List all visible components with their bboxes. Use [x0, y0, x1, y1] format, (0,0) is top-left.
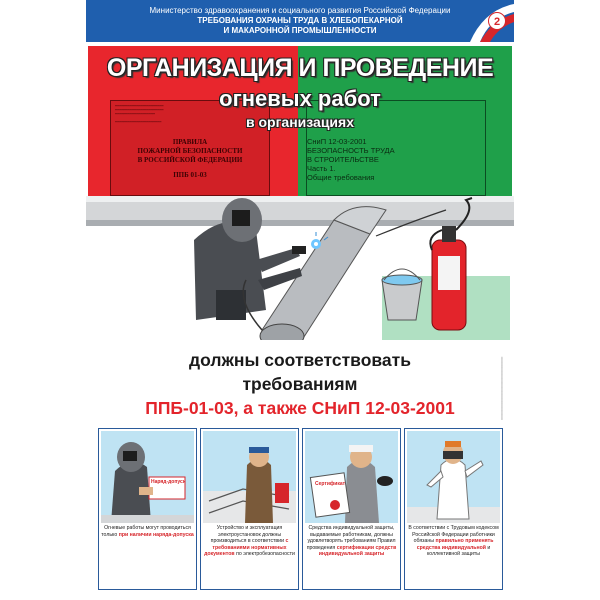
panel-work-permit	[98, 428, 197, 590]
welding-scene-illustration	[86, 180, 514, 340]
work-permit-illustration	[101, 431, 194, 523]
protective-suit-illustration	[407, 431, 500, 523]
book-right-line-2: В СТРОИТЕЛЬСТВЕ	[307, 155, 379, 164]
poster-title-line-2: огневых работ	[219, 86, 381, 111]
poster-title-line-1: ОРГАНИЗАЦИЯ И ПРОВЕДЕНИЕ	[106, 54, 494, 82]
panel-1-highlight: при наличии наряда-допуска	[118, 531, 194, 538]
panel-protective-equipment	[404, 428, 503, 590]
header-line-3: И МАКАРОННОЙ ПРОМЫШЛЕННОСТИ	[223, 26, 377, 35]
panel-3-highlight: сертификации средств индивидуальной защиты	[318, 544, 397, 558]
book-left-line-2: ПОЖАРНОЙ БЕЗОПАСНОСТИ	[137, 147, 243, 155]
ppe-certificate-illustration	[305, 431, 398, 523]
panel-2-highlight: с требованиями нормативных документов	[204, 538, 289, 558]
panel-3-text: Средства индивидуальной защиты, выдаваемые работникам, должны удовлетворять требованиям Правил проведения	[306, 525, 396, 551]
book-left-line-1: ПРАВИЛА	[172, 138, 208, 146]
book-right-line-4: Общие требования	[307, 173, 375, 182]
book-left-code: ППБ 01-03	[173, 171, 207, 179]
panel-2-text: Устройство и эксплуатация электроустановок должны производиться в соответствии	[210, 525, 284, 545]
poster-title-line-3: в организациях	[245, 114, 354, 130]
pipe-icon	[260, 207, 386, 340]
panel-ppe-certification	[302, 428, 401, 590]
requirement-line-3: ППБ-01-03, а также СНиП 12-03-2001	[145, 398, 455, 418]
panel-electrical	[200, 428, 299, 590]
vertical-fine-print: ━━━━━━━━━━━━━━━━━━━━━━━━━━━━━━━━━━━	[500, 356, 504, 420]
panel-4-caption	[407, 525, 500, 558]
book-right-line-3: Часть 1.	[307, 164, 336, 173]
poster-number-badge: 2	[488, 12, 506, 30]
panel-4-tail: и коллективной защиты	[426, 544, 491, 558]
poster-header	[86, 0, 514, 42]
work-permit-sign: Наряд-допуск	[151, 479, 186, 485]
panel-4-highlight: правильно применять средства индивидуальной	[416, 538, 494, 551]
book-right-line-1: БЕЗОПАСНОСТЬ ТРУДА	[307, 146, 395, 155]
electrical-installation-illustration	[203, 431, 296, 523]
requirement-line-1: должны соответствовать	[189, 350, 411, 370]
header-line-2: ТРЕБОВАНИЯ ОХРАНЫ ТРУДА В ХЛЕБОПЕКАРНОЙ	[197, 16, 403, 25]
book-left-line-3: В РОССИЙСКОЙ ФЕДЕРАЦИИ	[137, 156, 243, 164]
panel-2-caption	[203, 525, 296, 558]
panel-4-text: В соответствии с Трудовым кодексом Российской Федерации работники обязаны	[408, 525, 499, 545]
book-fine-print: ━━━━━━━━━━━━━━━━━━━━━━━ ━━━━━━━━━━━━━━━━━━━━━━━ ━━━━━━━━━━━━━━━━━━━ ━━━━━━━━━━━━━━━━━━━━━━	[115, 104, 164, 124]
panel-1-caption	[101, 525, 194, 538]
requirement-line-2: требованиям	[242, 374, 358, 394]
water-bucket-icon	[382, 269, 422, 320]
panel-2-tail: по электробезопасности	[236, 551, 295, 558]
ministry-line: Министерство здравоохранения и социального развития Российской Федерации	[149, 6, 451, 15]
bottom-panels	[98, 428, 504, 590]
safety-poster	[86, 0, 514, 600]
book-right-code: СниП 12-03-2001	[307, 137, 367, 146]
panel-3-caption	[305, 525, 398, 558]
certificate-sign: Сертификат	[315, 481, 346, 487]
panel-1-text: Огневые работы могут проводиться только	[101, 525, 191, 538]
